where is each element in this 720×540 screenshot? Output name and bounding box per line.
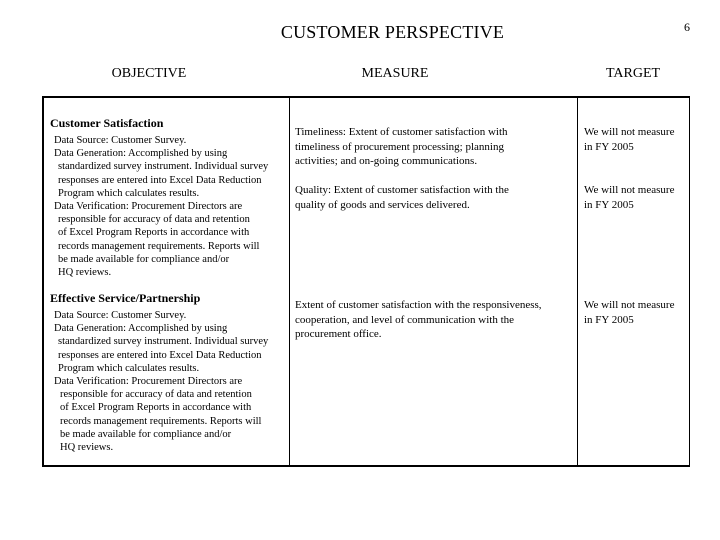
measure-line: Extent of customer satisfaction with the responsiveness, xyxy=(295,299,542,311)
objective-detail-line: of Excel Program Reports in accordance with xyxy=(60,402,252,414)
objective-detail-line: Data Generation: Accomplished by using xyxy=(54,323,228,335)
target-line: in FY 2005 xyxy=(584,198,634,211)
objective-detail-line: Data Verification: Procurement Directors are xyxy=(54,201,243,213)
target-quality xyxy=(584,183,694,212)
column-divider xyxy=(577,98,578,465)
objective-detail-line: Program which calculates results. xyxy=(58,187,200,199)
objective-detail-line: responsible for accuracy of data and retention xyxy=(60,389,252,401)
objective-detail-line: standardized survey instrument. Individual survey xyxy=(58,336,269,348)
target-line: in FY 2005 xyxy=(584,140,634,153)
objective-title: Effective Service/Partnership xyxy=(50,291,201,305)
measure-timeliness xyxy=(295,125,575,169)
measure-line: activities; and on-going communications. xyxy=(295,155,478,168)
objective-detail-line: Data Generation: Accomplished by using xyxy=(54,148,228,160)
page-title: CUSTOMER PERSPECTIVE xyxy=(280,22,505,42)
measure-responsiveness xyxy=(295,298,575,342)
objective-detail-line: responses are entered into Excel Data Reduction xyxy=(58,349,262,361)
objective-detail-line: Data Source: Customer Survey. xyxy=(54,310,187,321)
measure-line: Timeliness: Extent of customer satisfaction with xyxy=(295,126,508,138)
objective-detail-line: records management requirements. Reports will xyxy=(60,415,262,427)
objective-detail-line: responsible for accuracy of data and retention xyxy=(58,214,250,226)
objective-detail-line: HQ reviews. xyxy=(60,442,114,454)
column-header-objective: OBJECTIVE xyxy=(111,66,187,81)
objective-detail-line: Data Verification: Procurement Directors are xyxy=(54,376,243,388)
objective-detail-line: be made available for compliance and/or xyxy=(60,428,232,440)
objective-detail-line: responses are entered into Excel Data Reduction xyxy=(58,174,262,186)
page-number: 6 xyxy=(684,20,690,34)
target-line: We will not measure xyxy=(584,184,675,196)
target-line: We will not measure xyxy=(584,299,675,311)
target-line: in FY 2005 xyxy=(584,313,634,326)
objective-detail-line: records management requirements. Reports will xyxy=(58,240,260,252)
target-responsiveness xyxy=(584,298,694,327)
column-header-target: TARGET xyxy=(605,66,661,81)
target-line: We will not measure xyxy=(584,126,675,138)
target-timeliness xyxy=(584,125,694,154)
measure-line: procurement office. xyxy=(295,328,382,341)
perspective-table xyxy=(42,96,690,467)
objective-detail-line: HQ reviews. xyxy=(58,267,112,279)
objective-detail-line: of Excel Program Reports in accordance with xyxy=(58,227,250,239)
measure-line: Quality: Extent of customer satisfaction with the xyxy=(295,184,509,196)
objective-detail-line: Program which calculates results. xyxy=(58,362,200,374)
measure-line: quality of goods and services delivered. xyxy=(295,198,470,211)
objective-detail-line: Data Source: Customer Survey. xyxy=(54,135,187,146)
measure-quality xyxy=(295,183,575,212)
objective-effective-service-partnership xyxy=(50,291,290,454)
objective-customer-satisfaction xyxy=(50,116,290,279)
column-header-measure: MEASURE xyxy=(361,66,429,81)
measure-line: cooperation, and level of communication with the xyxy=(295,313,515,326)
objective-detail-line: standardized survey instrument. Individual survey xyxy=(58,161,269,173)
objective-detail-line: be made available for compliance and/or xyxy=(58,253,230,265)
objective-title: Customer Satisfaction xyxy=(50,116,164,130)
measure-line: timeliness of procurement processing; planning xyxy=(295,140,504,153)
